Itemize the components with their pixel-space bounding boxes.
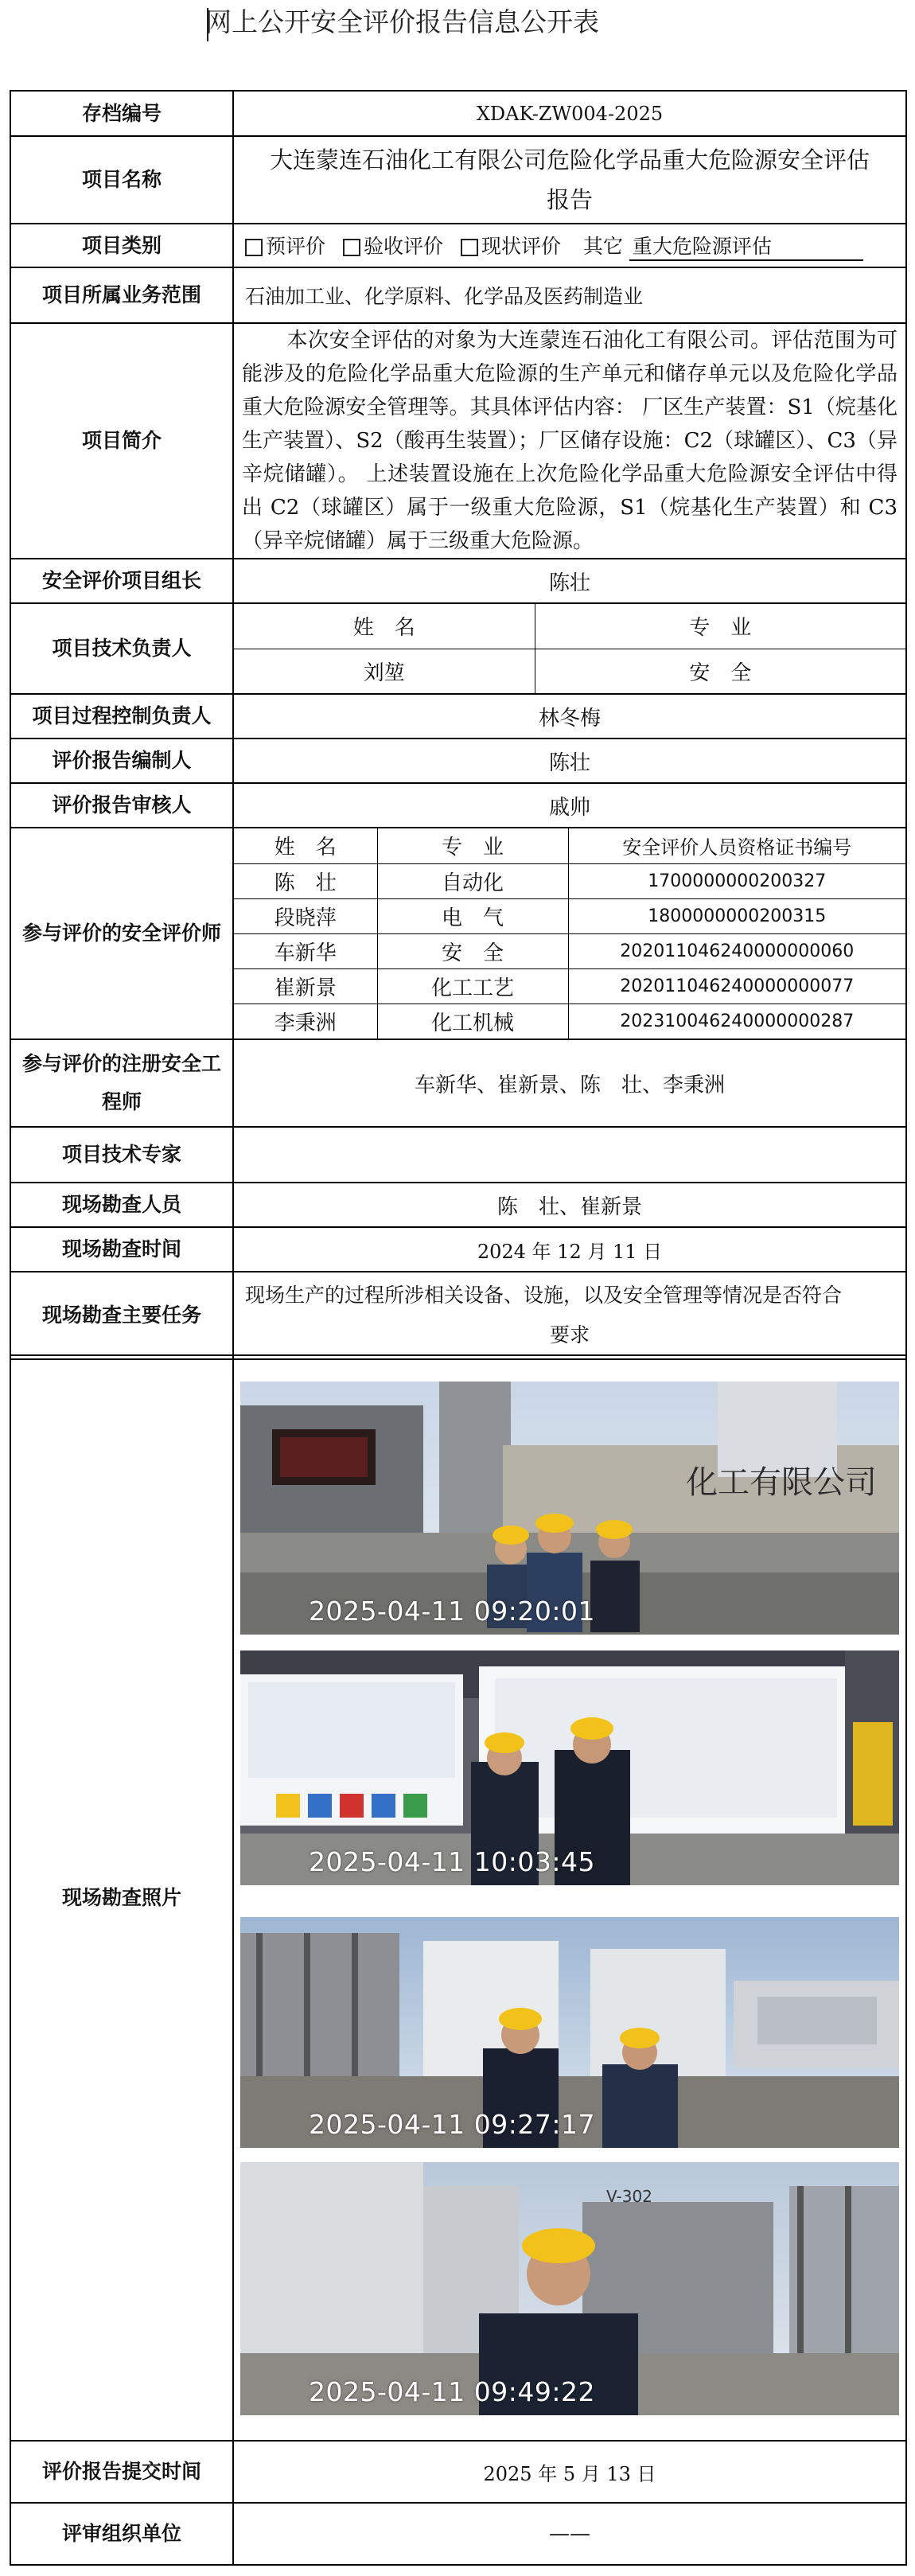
photo-sign-text: 化工有限公司 <box>686 1463 877 1501</box>
registered-engineers-label <box>10 1039 233 1127</box>
evaluators-label <box>10 828 233 1039</box>
option-acceptance-eval: 验收评价 <box>363 234 443 258</box>
project-name-label: 项目名称 <box>10 136 233 224</box>
table-row <box>234 1004 905 1039</box>
row-tech-lead <box>10 603 906 694</box>
report-reviewer-label: 评价报告审核人 <box>10 783 233 828</box>
table-row <box>234 933 905 968</box>
tech-expert-value <box>233 1127 906 1183</box>
summary-label: 项目简介 <box>10 323 233 559</box>
team-leader-value: 陈壮 <box>233 559 906 603</box>
tech-lead-label: 项目技术负责人 <box>10 603 233 694</box>
option-other-label: 其它 <box>582 234 623 258</box>
site-photos-cell <box>233 1355 906 2441</box>
evaluator-name: 车新华 <box>234 933 377 968</box>
evaluators-header-cert: 安全评价人员资格证书编号 <box>568 828 905 863</box>
site-photos-label: 现场勘查照片 <box>10 1355 233 2441</box>
project-name-line1: 大连蒙连石油化工有限公司危险化学品重大危险源安全评估 <box>269 146 870 173</box>
photo-tank-label: V-302 <box>606 2186 652 2206</box>
option-other-value: 重大危险源评估 <box>629 231 863 261</box>
site-photo-2-timestamp: 2025-04-11 10:03:45 <box>309 1845 595 1877</box>
site-task-label: 现场勘查主要任务 <box>10 1272 233 1359</box>
checkbox-status-eval[interactable] <box>461 239 478 256</box>
checkbox-pre-eval[interactable] <box>245 239 263 256</box>
archive-label: 存档编号 <box>10 91 233 136</box>
evaluator-cert: 1800000000200315 <box>568 898 905 933</box>
option-status-eval: 现状评价 <box>481 234 561 258</box>
tech-lead-col-major: 专 业 <box>535 604 905 649</box>
evaluators-table <box>234 828 905 1039</box>
evaluators-header-row <box>234 828 905 863</box>
row-team-leader <box>10 559 906 603</box>
site-task-line2: 要求 <box>549 1323 590 1346</box>
project-type-options <box>233 224 906 267</box>
evaluator-cert: 202310046240000000287 <box>568 1004 905 1039</box>
row-site-task <box>10 1272 906 1359</box>
evaluator-major: 化工机械 <box>377 1004 568 1039</box>
site-photo-1-timestamp: 2025-04-11 09:20:01 <box>309 1595 595 1627</box>
project-type-label: 项目类别 <box>10 224 233 267</box>
summary-body: 本次安全评估的对象为大连蒙连石油化工有限公司。评估范围为可能涉及的危险化学品重大危险源的生产单元和储存单元以及危险化学品重大危险源安全管理等。其具体评估内容： 厂区生产装置：S1（烷基化生产装置）、S2（酸再生装置）；厂区储存设施：C2（球罐区）、C3（异辛烷储罐）。 上述装置设施在上次危险化学品重大危险源安全评估中得出 C2（球罐区）属于一级重大危险源，S1（烷基化生产装置）和 C3（异辛烷储罐）属于三级重大危险源。 <box>242 329 897 553</box>
tech-lead-col-name: 姓 名 <box>234 604 535 649</box>
checkbox-acceptance-eval[interactable] <box>343 239 360 256</box>
evaluators-label-text: 参与评价的安全评价师 <box>21 922 221 945</box>
report-reviewer-value: 戚帅 <box>233 783 906 828</box>
option-pre-eval: 预评价 <box>266 234 326 258</box>
evaluators-header-major: 专 业 <box>377 828 568 863</box>
site-photo-1 <box>240 1382 899 1635</box>
summary-text <box>233 323 906 559</box>
table-row <box>234 898 905 933</box>
page-title: 网上公开安全评价报告信息公开表 <box>205 6 599 37</box>
row-review-org <box>10 2503 906 2565</box>
tech-lead-name: 刘堃 <box>234 649 535 693</box>
site-photo-3 <box>240 1917 899 2148</box>
photo-table <box>10 1354 907 2566</box>
report-author-label: 评价报告编制人 <box>10 739 233 783</box>
site-time-label: 现场勘查时间 <box>10 1227 233 1272</box>
row-site-photos <box>10 1355 906 2441</box>
process-control-value: 林冬梅 <box>233 694 906 739</box>
evaluator-major: 电 气 <box>377 898 568 933</box>
tech-expert-label: 项目技术专家 <box>10 1127 233 1183</box>
team-leader-label: 安全评价项目组长 <box>10 559 233 603</box>
row-summary <box>10 323 906 559</box>
site-inspectors-value: 陈 壮、崔新景 <box>233 1183 906 1227</box>
site-photo-4-timestamp: 2025-04-11 09:49:22 <box>309 2375 595 2407</box>
project-name-value <box>233 136 906 224</box>
site-time-value: 2024 年 12 月 11 日 <box>233 1227 906 1272</box>
row-site-time <box>10 1227 906 1272</box>
evaluator-cert: 202011046240000000060 <box>568 933 905 968</box>
evaluator-major: 化工工艺 <box>377 968 568 1004</box>
row-tech-expert <box>10 1127 906 1183</box>
archive-value: XDAK-ZW004-2025 <box>233 91 906 136</box>
site-photo-4 <box>240 2162 899 2415</box>
row-evaluators <box>10 828 906 1039</box>
row-archive <box>10 91 906 136</box>
row-report-author <box>10 739 906 783</box>
row-submit-time <box>10 2441 906 2503</box>
table-row <box>234 863 905 898</box>
evaluator-name: 崔新景 <box>234 968 377 1004</box>
evaluator-name: 陈 壮 <box>234 863 377 898</box>
business-scope-label: 项目所属业务范围 <box>10 267 233 323</box>
business-scope-value: 石油加工业、化学原料、化学品及医药制造业 <box>233 267 906 323</box>
tech-lead-major: 安 全 <box>535 649 905 693</box>
site-task-value <box>233 1272 906 1359</box>
row-business-scope <box>10 267 906 323</box>
submit-time-label: 评价报告提交时间 <box>10 2441 233 2503</box>
row-report-reviewer <box>10 783 906 828</box>
evaluator-major: 自动化 <box>377 863 568 898</box>
evaluator-cert: 202011046240000000077 <box>568 968 905 1004</box>
evaluators-header-name: 姓 名 <box>234 828 377 863</box>
evaluator-major: 安 全 <box>377 933 568 968</box>
registered-engineers-label-text: 参与评价的注册安全工程师 <box>21 1052 221 1113</box>
review-org-label: 评审组织单位 <box>10 2503 233 2565</box>
review-org-value: —— <box>233 2503 906 2565</box>
table-row <box>234 968 905 1004</box>
tech-lead-table-cell <box>233 603 906 694</box>
process-control-label: 项目过程控制负责人 <box>10 694 233 739</box>
project-name-line2: 报告 <box>546 186 593 213</box>
row-registered-engineers <box>10 1039 906 1127</box>
evaluators-table-cell <box>233 828 906 1039</box>
evaluator-cert: 1700000000200327 <box>568 863 905 898</box>
site-photo-2 <box>240 1650 899 1885</box>
evaluator-name: 段晓萍 <box>234 898 377 933</box>
site-photo-3-timestamp: 2025-04-11 09:27:17 <box>309 2108 595 2140</box>
submit-time-value: 2025 年 5 月 13 日 <box>233 2441 906 2503</box>
row-process-control <box>10 694 906 739</box>
row-site-inspectors <box>10 1183 906 1227</box>
report-author-value: 陈壮 <box>233 739 906 783</box>
registered-engineers-value: 车新华、崔新景、陈 壮、李秉洲 <box>233 1039 906 1127</box>
evaluator-name: 李秉洲 <box>234 1004 377 1039</box>
info-table <box>10 90 907 1360</box>
site-task-line1: 现场生产的过程所涉相关设备、设施，以及安全管理等情况是否符合 <box>245 1284 843 1307</box>
row-project-type <box>10 224 906 267</box>
site-inspectors-label: 现场勘查人员 <box>10 1183 233 1227</box>
row-project-name <box>10 136 906 224</box>
tech-lead-table <box>234 604 905 693</box>
